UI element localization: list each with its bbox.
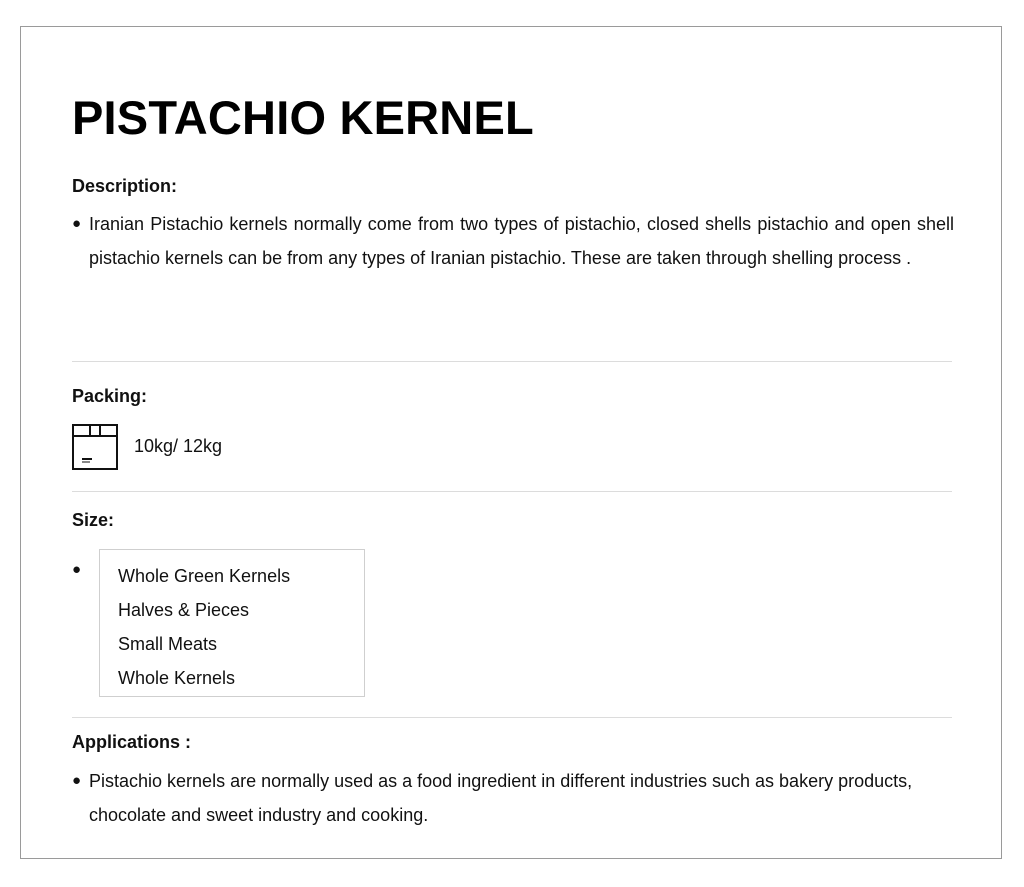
bullet-icon: ● bbox=[72, 215, 82, 232]
applications-text: Pistachio kernels are normally used as a food ingredient in different industries such as bakery products, chocolate and sweet industry and cooking. bbox=[89, 771, 913, 825]
divider bbox=[72, 491, 952, 492]
description-heading: Description: bbox=[72, 176, 178, 196]
divider bbox=[72, 361, 952, 362]
applications-heading: Applications : bbox=[72, 732, 192, 752]
bullet-icon: ● bbox=[72, 772, 82, 789]
packing-value: 10kg/ 12kg bbox=[134, 436, 223, 456]
page-title: PISTACHIO KERNEL bbox=[72, 91, 534, 144]
packing-heading: Packing: bbox=[72, 386, 148, 406]
size-list bbox=[99, 549, 365, 697]
list-item: Whole Green Kernels bbox=[118, 566, 291, 586]
list-item: Small Meats bbox=[118, 634, 218, 654]
bullet-icon: ● bbox=[72, 561, 82, 578]
box-icon bbox=[72, 424, 118, 470]
size-heading: Size: bbox=[72, 510, 115, 530]
list-item: Halves & Pieces bbox=[118, 600, 250, 620]
list-item: Whole Kernels bbox=[118, 668, 236, 688]
divider bbox=[72, 717, 952, 718]
description-paragraph bbox=[72, 207, 954, 275]
applications-paragraph bbox=[72, 764, 977, 832]
description-text: Iranian Pistachio kernels normally come from two types of pistachio, closed shells pistachio and open shell pistachio kernels can be from any types of Iranian pistachio. These are taken through shelling process . bbox=[89, 214, 954, 268]
